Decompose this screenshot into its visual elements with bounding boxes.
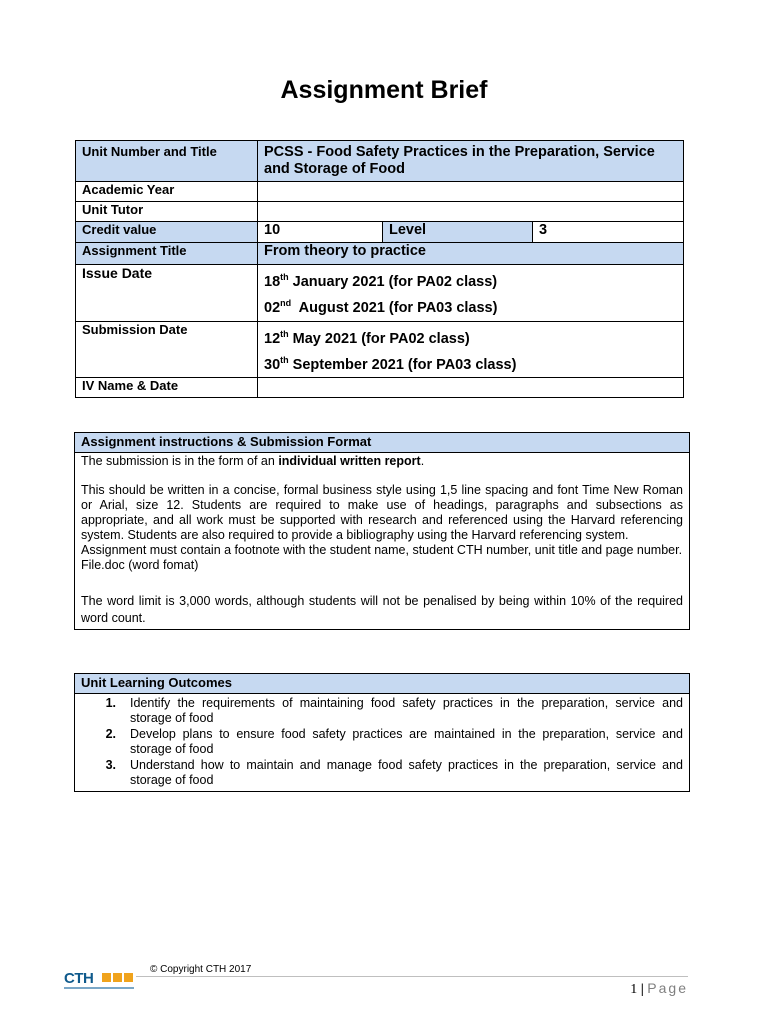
issue-date-label: Issue Date bbox=[76, 265, 258, 322]
instructions-paragraph-2: This should be written in a concise, formal business style using 1,5 line spacing and font Time New Roman or Arial, size 12. Students are required to make use of headings, paragraphs and subsections as appropriate, and all work must be supported with research and referenced using the Harvard referencing system. Students are also required to provide a bibliography using the Harvard referencing system. bbox=[81, 483, 683, 542]
instructions-paragraph-1: The submission is in the form of an individual written report. bbox=[81, 454, 425, 468]
learning-outcomes-body bbox=[75, 694, 690, 792]
learning-outcomes-table bbox=[74, 673, 690, 792]
page-label: Page bbox=[647, 980, 688, 996]
credit-value: 10 bbox=[258, 222, 383, 243]
level-label: Level bbox=[383, 222, 533, 243]
assignment-title-value: From theory to practice bbox=[258, 243, 684, 265]
submission-date-line-1: 12th May 2021 (for PA02 class) bbox=[264, 329, 470, 347]
credit-label: Credit value bbox=[76, 222, 258, 243]
submission-date-value bbox=[258, 322, 684, 378]
logo-square-icon bbox=[124, 973, 133, 982]
academic-year-value bbox=[258, 182, 684, 202]
unit-tutor-value bbox=[258, 202, 684, 222]
copyright-text: © Copyright CTH 2017 bbox=[150, 964, 252, 975]
academic-year-label: Academic Year bbox=[76, 182, 258, 202]
iv-name-date-value bbox=[258, 378, 684, 398]
logo-square-icon bbox=[113, 973, 122, 982]
learning-outcome-item: 3. Understand how to maintain and manage food safety practices in the preparation, service and storage of food bbox=[105, 758, 683, 787]
cth-logo bbox=[64, 970, 136, 992]
page-number bbox=[630, 980, 688, 998]
instructions-table bbox=[74, 432, 690, 630]
unit-details-table bbox=[75, 140, 684, 398]
logo-tagline-bar bbox=[64, 987, 134, 989]
page-number-value: 1 bbox=[630, 982, 638, 997]
issue-date-value bbox=[258, 265, 684, 322]
learning-outcome-item: 2. Develop plans to ensure food safety practices are maintained in the preparation, service and storage of food bbox=[105, 727, 683, 756]
issue-date-line-1: 18th January 2021 (for PA02 class) bbox=[264, 272, 498, 290]
instructions-paragraph-4: File.doc (word fomat) bbox=[81, 558, 199, 572]
instructions-paragraph-3: Assignment must contain a footnote with the student name, student CTH number, unit title and page number. bbox=[81, 543, 683, 557]
iv-name-date-label: IV Name & Date bbox=[76, 378, 258, 398]
document-title: Assignment Brief bbox=[280, 76, 488, 104]
instructions-header: Assignment instructions & Submission Format bbox=[75, 433, 690, 453]
learning-outcome-item: 1. Identify the requirements of maintaining food safety practices in the preparation, service and storage of food bbox=[105, 696, 683, 725]
assignment-title-label: Assignment Title bbox=[76, 243, 258, 265]
submission-date-label: Submission Date bbox=[76, 322, 258, 378]
unit-tutor-label: Unit Tutor bbox=[76, 202, 258, 222]
footer-divider bbox=[136, 976, 688, 977]
page-separator: | bbox=[640, 982, 644, 997]
issue-date-line-2: 02nd August 2021 (for PA03 class) bbox=[264, 298, 498, 316]
unit-number-label: Unit Number and Title bbox=[76, 141, 258, 182]
logo-square-icon bbox=[102, 973, 111, 982]
cth-logo-text: CTH bbox=[64, 970, 94, 987]
submission-date-line-2: 30th September 2021 (for PA03 class) bbox=[264, 355, 517, 373]
level-value: 3 bbox=[533, 222, 684, 243]
instructions-paragraph-5: The word limit is 3,000 words, although students will not be penalised by being within 10% of the required word count. bbox=[81, 594, 683, 625]
instructions-body bbox=[75, 453, 690, 630]
unit-number-value: PCSS - Food Safety Practices in the Preparation, Service and Storage of Food bbox=[258, 141, 684, 182]
learning-outcomes-header: Unit Learning Outcomes bbox=[75, 674, 690, 694]
